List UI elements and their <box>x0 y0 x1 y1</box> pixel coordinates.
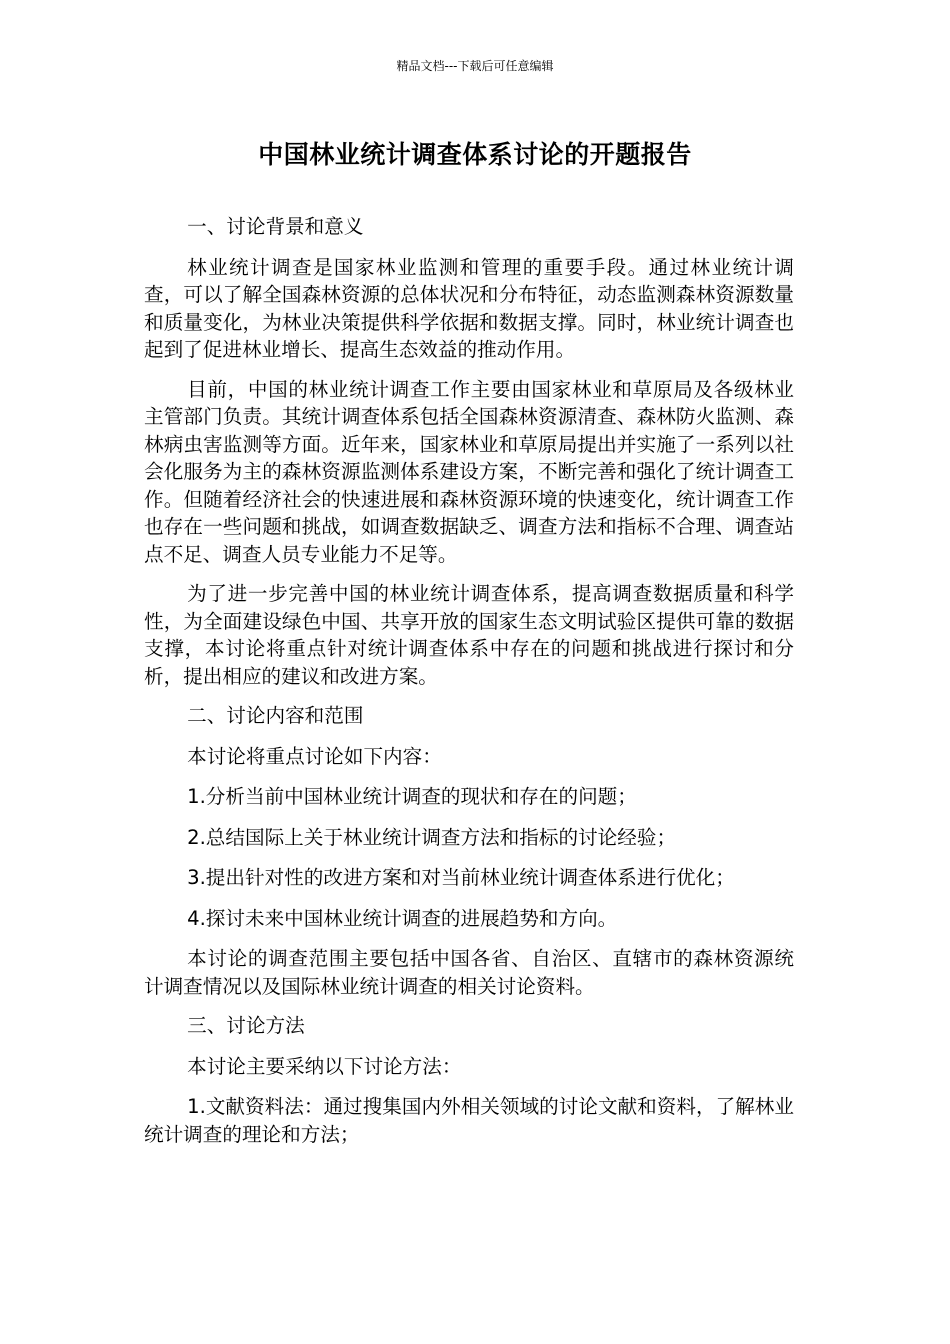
section-heading-background: 一、讨论背景和意义 <box>187 215 364 238</box>
section-heading-methods: 三、讨论方法 <box>187 1014 305 1037</box>
list-item: 4.探讨未来中国林业统计调查的进展趋势和方向。 <box>187 906 618 930</box>
document-body <box>144 213 794 1161</box>
paragraph: 林业统计调查是国家林业监测和管理的重要手段。通过林业统计调查，可以了解全国森林资源的总体状况和分布特征，动态监测森林资源数量和质量变化，为林业决策提供科学依据和数据支撑。同时，林业统计调查也起到了促进林业增长、提高生态效益的推动作用。 <box>144 255 794 361</box>
list-item: 2.总结国际上关于林业统计调查方法和指标的讨论经验； <box>187 825 677 849</box>
list-item: 3.提出针对性的改进方案和对当前林业统计调查体系进行优化； <box>187 866 735 889</box>
paragraph: 目前，中国的林业统计调查工作主要由国家林业和草原局及各级林业主管部门负责。其统计调查体系包括全国森林资源清查、森林防火监测、森林病虫害监测等方面。近年来，国家林业和草原局提出并实施了一系列以社会化服务为主的森林资源监测体系建设方案，不断完善和强化了统计调查工作。但随着经济社会的快速进展和森林资源环境的快速变化，统计调查工作也存在一些问题和挑战，如调查数据缺乏、调查方法和指标不合理、调查站点不足、调查人员专业能力不足等。 <box>144 377 794 566</box>
page-header: 精品文档---下载后可任意编辑 <box>396 59 554 73</box>
document-title: 中国林业统计调查体系讨论的开题报告 <box>258 140 692 169</box>
list-item: 1.文献资料法：通过搜集国内外相关领域的讨论文献和资料，了解林业统计调查的理论和方法； <box>144 1095 794 1146</box>
paragraph: 为了进一步完善中国的林业统计调查体系，提高调查数据质量和科学性，为全面建设绿色中国、共享开放的国家生态文明试验区提供可靠的数据支撑，本讨论将重点针对统计调查体系中存在的问题和挑战进行探讨和分析，提出相应的建议和改进方案。 <box>144 582 794 688</box>
section-heading-content: 二、讨论内容和范围 <box>187 704 364 727</box>
list-item: 1.分析当前中国林业统计调查的现状和存在的问题； <box>187 785 637 808</box>
paragraph: 本讨论将重点讨论如下内容： <box>187 744 442 768</box>
paragraph: 本讨论主要采纳以下讨论方法： <box>187 1054 462 1078</box>
paragraph: 本讨论的调查范围主要包括中国各省、自治区、直辖市的森林资源统计调查情况以及国际林业统计调查的相关讨论资料。 <box>144 947 794 998</box>
